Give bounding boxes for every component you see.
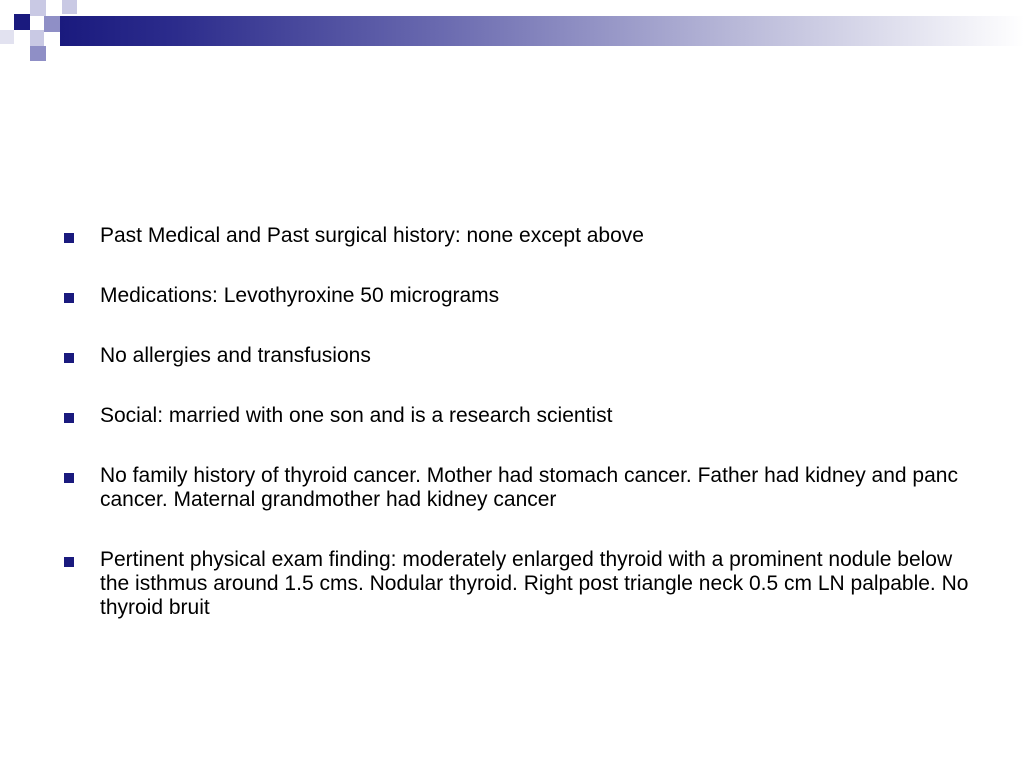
bullet-text: Social: married with one son and is a research scientist [100, 404, 613, 427]
bullet-text: No allergies and transfusions [100, 344, 371, 367]
bullet-text: Medications: Levothyroxine 50 micrograms [100, 284, 500, 307]
bullet-square-icon [64, 233, 74, 243]
decorative-square [44, 16, 60, 32]
decorative-square [62, 0, 77, 14]
bullet-item [64, 548, 974, 620]
bullet-square-icon [64, 293, 74, 303]
decorative-square [30, 46, 46, 61]
decorative-square [14, 14, 30, 30]
header-gradient-bar [60, 16, 1024, 46]
decorative-square [30, 30, 44, 46]
bullet-square-icon [64, 413, 74, 423]
bullet-square-icon [64, 557, 74, 567]
bullet-item [64, 464, 974, 512]
decorative-square [0, 30, 14, 44]
bullet-item [64, 284, 974, 308]
bullet-text: Pertinent physical exam finding: moderately enlarged thyroid with a prominent nodule below the isthmus around 1.5 cms. Nodular thyroid. Right post triangle neck 0.5 cm LN palpable. No thyroid bruit [100, 548, 969, 619]
bullet-list [64, 224, 974, 656]
bullet-item [64, 344, 974, 368]
bullet-item [64, 404, 974, 428]
bullet-item [64, 224, 974, 248]
bullet-square-icon [64, 353, 74, 363]
bullet-text: No family history of thyroid cancer. Mother had stomach cancer. Father had kidney and panc cancer. Maternal grandmother had kidney cancer [100, 464, 958, 511]
decorative-square [30, 0, 46, 16]
bullet-square-icon [64, 473, 74, 483]
bullet-text: Past Medical and Past surgical history: none except above [100, 224, 644, 247]
